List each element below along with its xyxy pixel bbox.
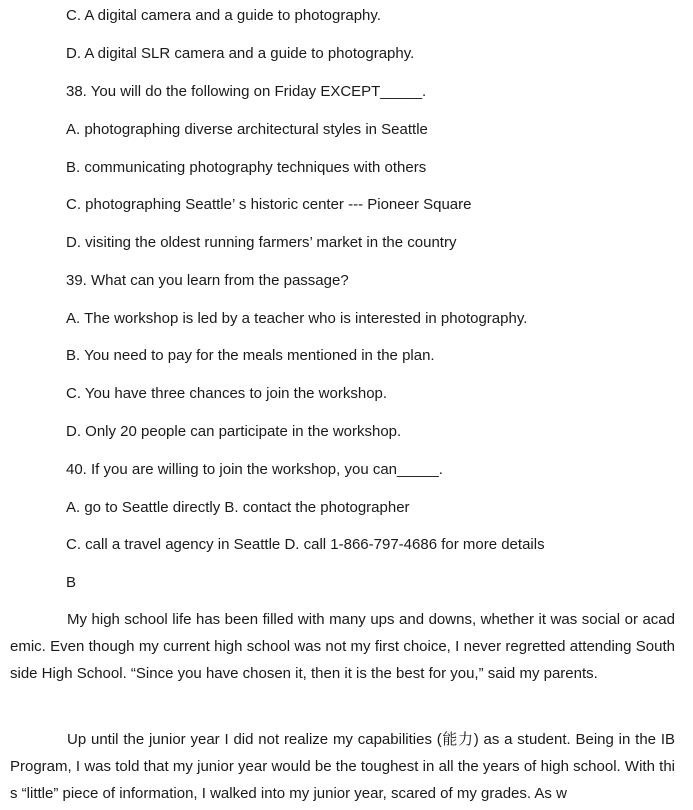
option-d-q39: D. Only 20 people can participate in the workshop. xyxy=(66,423,402,440)
option-a-q38: A. photographing diverse architectural styles in Seattle xyxy=(66,121,428,138)
option-a-q39: A. The workshop is led by a teacher who is interested in photography. xyxy=(66,310,528,327)
option-c-q37: C. A digital camera and a guide to photography. xyxy=(66,7,381,24)
option-b-q39: B. You need to pay for the meals mentioned in the plan. xyxy=(66,347,435,364)
section-label-b: B xyxy=(66,574,77,591)
option-b-q38: B. communicating photography techniques with others xyxy=(66,159,427,176)
question-38: 38. You will do the following on Friday EXCEPT_____. xyxy=(66,83,427,100)
question-40: 40. If you are willing to join the workshop, you can_____. xyxy=(66,461,443,478)
question-39: 39. What can you learn from the passage? xyxy=(66,272,349,289)
option-d-q38: D. visiting the oldest running farmers’ market in the country xyxy=(66,234,457,251)
option-c-q39: C. You have three chances to join the workshop. xyxy=(66,385,388,402)
passage-paragraph-2: Up until the junior year I did not realize my capabilities (能力) as a student. Being in the IB Program, I was told that my junior year would be the toughest in all the years of high school. With this “little” piece of information, I walked into my junior year, scared of my grades. As w xyxy=(10,731,675,803)
option-d-q37: D. A digital SLR camera and a guide to photography. xyxy=(66,45,415,62)
passage-paragraph-1: My high school life has been filled with many ups and downs, whether it was social or academic. Even though my current high school was not my first choice, I never regretted attending Southside High School. “Since you have chosen it, then it is the best for you,” said my parents. xyxy=(10,611,675,683)
option-c-q38: C. photographing Seattle’ s historic center --- Pioneer Square xyxy=(66,196,472,213)
options-cd-q40: C. call a travel agency in Seattle D. call 1-866-797-4686 for more details xyxy=(66,536,545,553)
options-ab-q40: A. go to Seattle directly B. contact the photographer xyxy=(66,499,410,516)
